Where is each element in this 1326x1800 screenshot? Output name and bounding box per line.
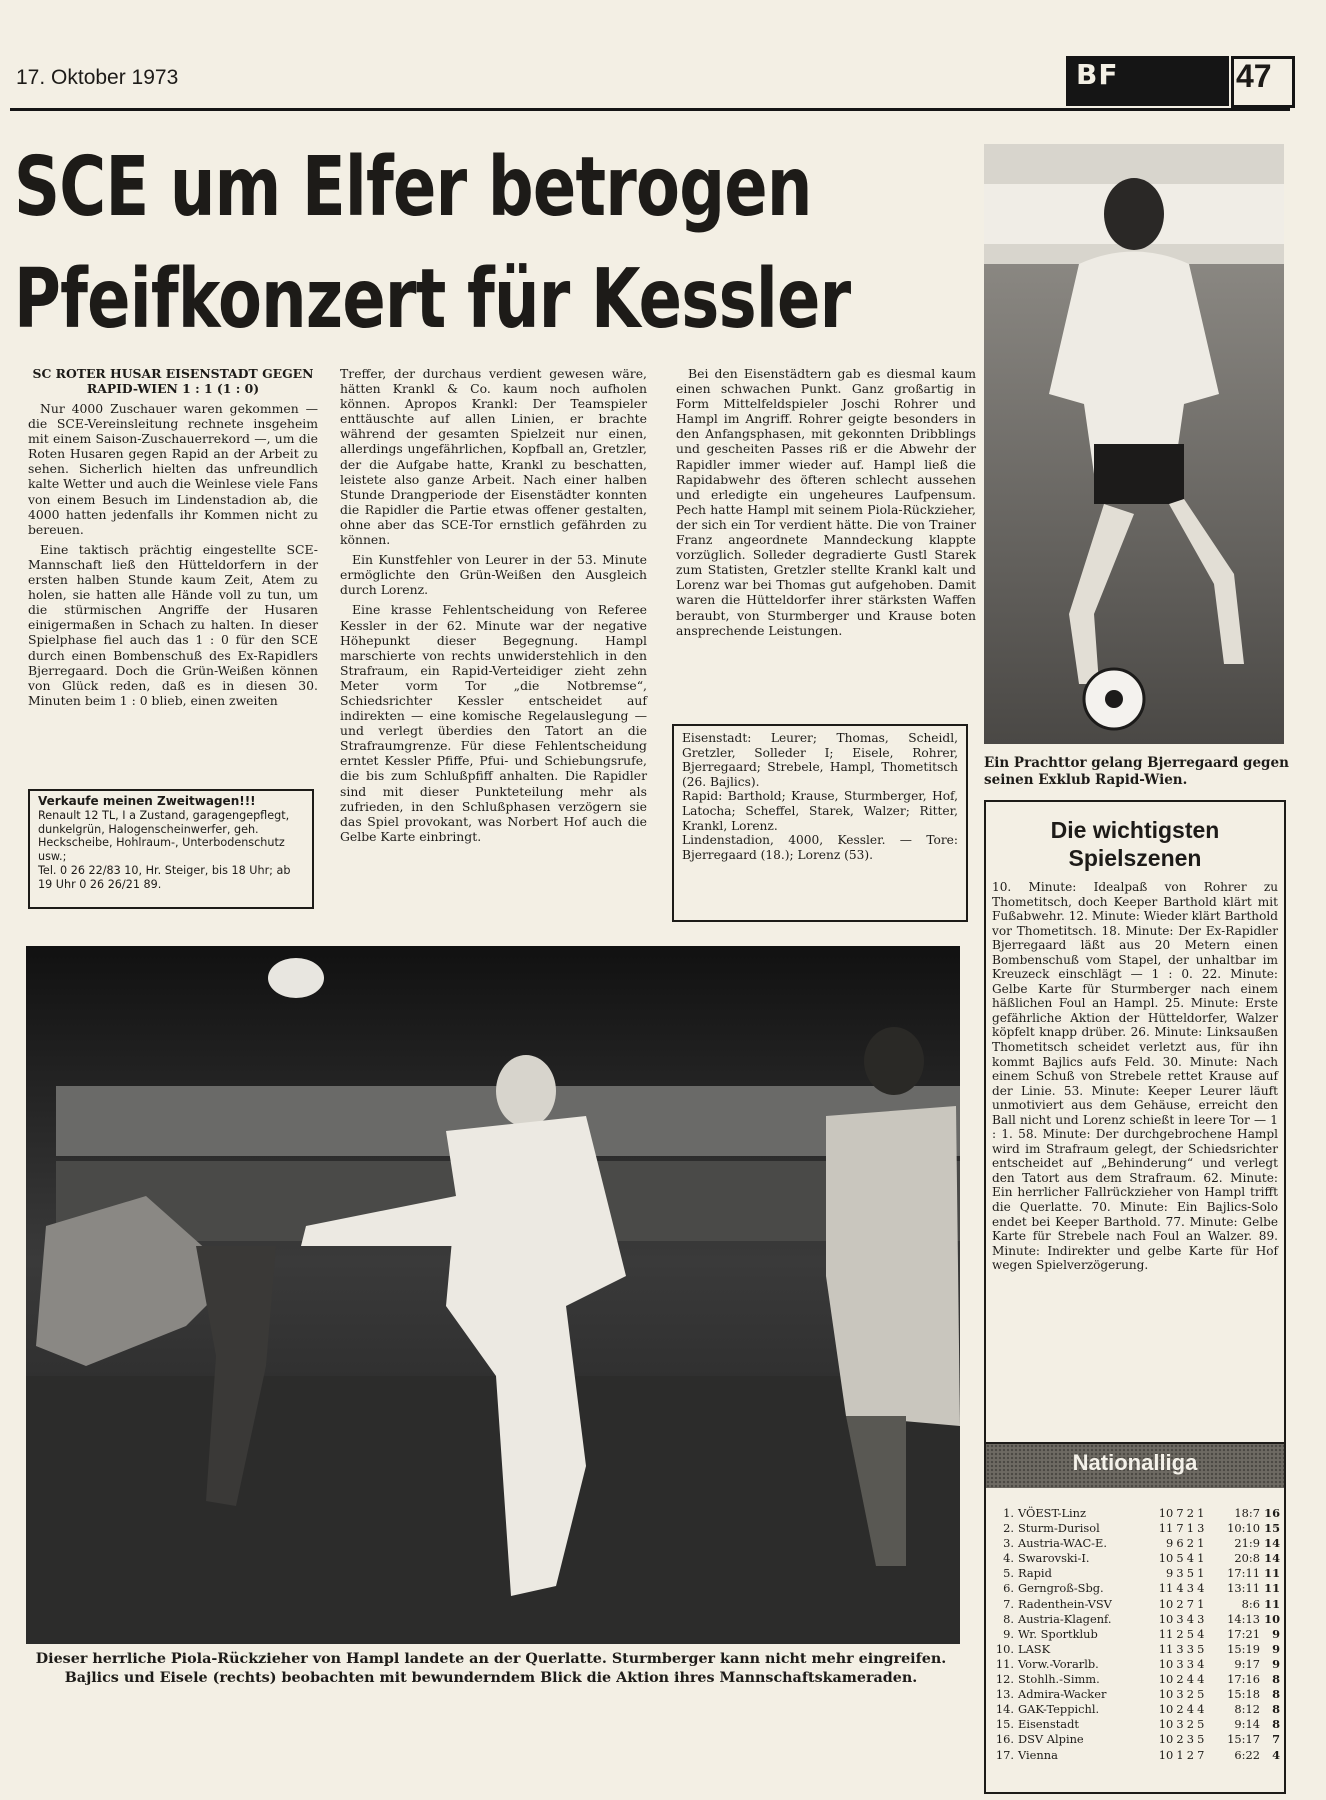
standings-pos: 12. <box>995 1672 1014 1687</box>
standings-pos: 11. <box>995 1656 1014 1671</box>
standings-w: 3 <box>1176 1656 1184 1671</box>
standings-goals: 21:9 <box>1234 1536 1260 1551</box>
headline-line-1: SCE um Elfer betrogen <box>14 140 812 235</box>
standings-pos: 14. <box>995 1702 1014 1717</box>
player-photo <box>984 144 1284 744</box>
standings-goals: 8:6 <box>1241 1596 1260 1611</box>
standings-pts: 7 <box>1272 1732 1280 1747</box>
standings-goals: 17:11 <box>1227 1566 1260 1581</box>
league-title: Nationalliga <box>1072 1450 1198 1475</box>
standings-team: DSV Alpine <box>1018 1732 1084 1747</box>
standings-g: 10 <box>1158 1717 1174 1732</box>
standings-row <box>992 1732 1280 1747</box>
key-scenes-text <box>992 880 1278 1273</box>
standings-w: 3 <box>1176 1687 1184 1702</box>
standings-d: 4 <box>1186 1702 1194 1717</box>
standings-goals: 14:13 <box>1227 1611 1260 1626</box>
standings-pts: 14 <box>1264 1551 1280 1566</box>
standings-pos: 4. <box>1003 1551 1014 1566</box>
standings-pts: 4 <box>1272 1747 1280 1762</box>
standings-row <box>992 1717 1280 1732</box>
standings-d: 4 <box>1186 1551 1194 1566</box>
standings-l: 5 <box>1197 1687 1205 1702</box>
standings-l: 4 <box>1197 1672 1205 1687</box>
standings-pos: 3. <box>1003 1536 1014 1551</box>
standings-g: 11 <box>1158 1581 1174 1596</box>
match-subhead: SC ROTER HUSAR EISENSTADT GEGEN RAPID-WIEN 1 : 1 (1 : 0) <box>32 366 314 396</box>
standings-goals: 13:11 <box>1227 1581 1260 1596</box>
paragraph: Eine taktisch prächtig eingestellte SCE-Mannschaft ließ den Hütteldorfern in der ersten halben Stunde kaum Zeit, Atem zu holen, sie hatten alle Hände voll zu tun, um die stürmischen Angriffe der Husaren einigermaßen in Schach zu halten. In dieser Spielphase fiel auch das 1 : 0 für den SCE durch einen Bombenschuß des Ex-Rapidlers Bjerregaard. Doch die Grün-Weißen können von Glück reden, daß es in diesen 30. Minuten beim 1 : 0 blieb, einen zweiten <box>28 541 318 708</box>
article-column-3 <box>676 366 976 643</box>
standings-g: 9 <box>1165 1566 1174 1581</box>
standings-w: 2 <box>1176 1732 1184 1747</box>
lineup-box <box>672 724 968 922</box>
standings-team: Vienna <box>1018 1747 1058 1762</box>
standings-l: 3 <box>1197 1521 1205 1536</box>
standings-pos: 1. <box>1003 1506 1014 1520</box>
league-table-box <box>984 1442 1286 1794</box>
paragraph: Treffer, der durchaus verdient gewesen wäre, hätten Krankl & Co. kaum noch aufholen können. Apropos Krankl: Der Teamspieler enttäuschte auf allen Linien, er brachte während der gesamten Spielzeit nur einen, allerdings ungefährlichen, Kopfball an, Gretzler, der die Aufgabe hatte, Krankl zu beschatten, leistete also ganze Arbeit. Nach einer halben Stunde Drangperiode der Eisenstädter konnten die Rapidler die Partie etwas offener gestalten, ohne aber das SCE-Tor ernstlich gefährden zu können. <box>340 366 647 548</box>
standings-team: Gerngroß-Sbg. <box>1018 1581 1104 1596</box>
standings-row <box>992 1536 1280 1551</box>
standings-row <box>992 1566 1280 1581</box>
lineup-eisenstadt: Eisenstadt: Leurer; Thomas, Scheidl, Gretzler, Solleder I; Eisele, Rohrer, Bjerregaard; Strebele, Hampl, Thometitsch (26. Bajlics). <box>682 731 958 789</box>
standings-g: 9 <box>1165 1536 1174 1551</box>
standings-pos: 17. <box>995 1747 1014 1762</box>
headline-line-2: Pfeifkonzert für Kessler <box>14 252 851 347</box>
standings-team: Austria-Klagenf. <box>1018 1611 1112 1626</box>
standings-l: 1 <box>1197 1536 1205 1551</box>
standings-pos: 5. <box>1003 1566 1014 1581</box>
classified-ad <box>28 789 314 909</box>
standings-team: Vorw.-Vorarlb. <box>1018 1656 1099 1671</box>
issue-date: 17. Oktober 1973 <box>16 66 179 89</box>
key-scenes-box <box>984 800 1286 1446</box>
standings-g: 10 <box>1158 1687 1174 1702</box>
standings-g: 10 <box>1158 1732 1174 1747</box>
standings-pos: 10. <box>995 1641 1014 1656</box>
standings-pts: 15 <box>1264 1521 1280 1536</box>
article-column-2 <box>340 366 647 849</box>
standings-g: 10 <box>1158 1506 1174 1520</box>
standings-g: 11 <box>1158 1521 1174 1536</box>
standings-l: 7 <box>1197 1747 1205 1762</box>
standings-l: 1 <box>1197 1596 1205 1611</box>
main-photo-caption: Dieser herrliche Piola-Rückzieher von Hampl landete an der Querlatte. Sturmberger kann nicht mehr eingreifen. Bajlics und Eisele (rechts) beobachten mit bewunderndem Blick die Aktion ihres Mannschaftskameraden. <box>35 1651 947 1686</box>
standings-w: 3 <box>1176 1641 1184 1656</box>
standings-pos: 15. <box>995 1717 1014 1732</box>
page-number: 47 <box>1236 58 1272 94</box>
standings-d: 3 <box>1186 1732 1194 1747</box>
standings-pts: 11 <box>1264 1596 1280 1611</box>
standings-goals: 9:14 <box>1234 1717 1260 1732</box>
paragraph: Nur 4000 Zuschauer waren gekommen — die SCE-Vereinsleitung rechnete insgeheim mit einem Saison-Zuschauerrekord —, um die Roten Husaren gegen Rapid an der Arbeit zu sehen. Sicherlich hielten das unfreundlich kalte Wetter und auch die Weinlese viele Fans von einem Besuch im Lindenstadion ab, die 4000 hatten jedenfalls ihr Kommen nicht zu bereuen. <box>28 401 318 537</box>
standings-g: 11 <box>1158 1626 1174 1641</box>
header-rule <box>10 108 1290 111</box>
standings-pts: 9 <box>1272 1626 1280 1641</box>
standings-goals: 20:8 <box>1234 1551 1260 1566</box>
standings-pos: 13. <box>995 1687 1014 1702</box>
standings-goals: 17:16 <box>1227 1672 1260 1687</box>
standings-row <box>992 1551 1280 1566</box>
standings-row <box>992 1612 1280 1627</box>
standings-pts: 14 <box>1264 1536 1280 1551</box>
standings-d: 2 <box>1186 1717 1194 1732</box>
standings-d: 4 <box>1186 1672 1194 1687</box>
standings-g: 10 <box>1158 1702 1174 1717</box>
standings-l: 1 <box>1197 1566 1205 1581</box>
standings-pts: 10 <box>1264 1611 1280 1626</box>
photo-caption: Ein Prachttor gelang Bjerregaard gegen seinen Exklub Rapid-Wien. <box>984 755 1289 788</box>
standings-pts: 16 <box>1264 1506 1280 1520</box>
standings-w: 2 <box>1176 1626 1184 1641</box>
ad-contact: Tel. 0 26 22/83 10, Hr. Steiger, bis 18 Uhr; ab 19 Uhr 0 26 26/21 89. <box>38 863 291 891</box>
key-scenes-title: Die wichtigsten Spielszenen <box>1050 817 1220 871</box>
standings-w: 3 <box>1176 1611 1184 1626</box>
magazine-logo: BF <box>1076 58 1119 91</box>
key-scenes-body: 10. Minute: Idealpaß von Rohrer zu Thometitsch, doch Keeper Barthold klärt mit Fußabwehr. 12. Minute: Wieder klärt Barthold vor Thometitsch. 18. Minute: Der Ex-Rapidler Bjerregaard läßt aus 20 Metern einen Bombenschuß vom Stapel, der unhaltbar im Kreuzeck einschlägt — 1 : 0. 22. Minute: Gelbe Karte für Sturmberger nach einem häßlichen Foul an Hampl. 25. Minute: Erste gefährliche Aktion der Hütteldorfer, Walzer köpfelt knapp drüber. 26. Minute: Linksaußen Thometitsch scheidet verletzt aus, für ihn kommt Bajlics aufs Feld. 30. Minute: Nach einem Schuß von Strebele rettet Krause auf der Linie. 53. Minute: Keeper Leurer läuft unmotiviert aus dem Gehäuse, erreicht den Ball nicht und Lorenz schießt in leere Tor — 1 : 1. 58. Minute: Der durchgebrochene Hampl wird im Strafraum gelegt, der Schiedsrichter entscheidet auf „Behinderung“ und verlegt den Tatort aus dem Strafraum. 62. Minute: Ein herrlicher Fallrückzieher von Hampl trifft die Querlatte. 70. Minute: Ein Bajlics-Solo endet bei Keeper Barthold. 77. Minute: Gelbe Karte für Strebele nach Foul an Walzer. 89. Minute: Indirekter und gelbe Karte für Hof wegen Spielverzögerung. <box>992 880 1278 1273</box>
standings-w: 2 <box>1176 1672 1184 1687</box>
standings-w: 2 <box>1176 1596 1184 1611</box>
standings-pos: 6. <box>1003 1581 1014 1596</box>
standings-d: 3 <box>1186 1581 1194 1596</box>
standings-w: 7 <box>1176 1506 1184 1520</box>
standings-pos: 2. <box>1003 1521 1014 1536</box>
standings-l: 5 <box>1197 1641 1205 1656</box>
standings-l: 4 <box>1197 1656 1205 1671</box>
standings-l: 5 <box>1197 1717 1205 1732</box>
standings-row <box>992 1748 1280 1763</box>
standings-team: Admira-Wacker <box>1018 1687 1107 1702</box>
standings-team: Stohlh.-Simm. <box>1018 1672 1100 1687</box>
ad-body: Renault 12 TL, I a Zustand, garagengepflegt, dunkelgrün, Halogenscheinwerfer, geh. Heckscheibe, Hohlraum-, Unterbodenschutz usw.; <box>38 808 290 864</box>
standings-team: GAK-Teppichl. <box>1018 1702 1100 1717</box>
standings-pts: 11 <box>1264 1581 1280 1596</box>
article-column-1 <box>28 366 318 713</box>
standings-team: Sturm-Durisol <box>1018 1521 1100 1536</box>
standings-goals: 17:21 <box>1227 1626 1260 1641</box>
ad-title: Verkaufe meinen Zweitwagen!!! <box>38 794 256 808</box>
standings-team: VÖEST-Linz <box>1018 1506 1087 1520</box>
standings-l: 1 <box>1197 1506 1205 1520</box>
standings-g: 10 <box>1158 1551 1174 1566</box>
standings-pos: 8. <box>1003 1611 1014 1626</box>
standings-team: Swarovski-I. <box>1018 1551 1090 1566</box>
standings-team: Radenthein-VSV <box>1018 1596 1112 1611</box>
standings-w: 4 <box>1176 1581 1184 1596</box>
standings-row <box>992 1597 1280 1612</box>
standings-w: 3 <box>1176 1566 1184 1581</box>
standings-pts: 8 <box>1272 1687 1280 1702</box>
standings-row <box>992 1521 1280 1536</box>
standings-row <box>992 1581 1280 1596</box>
standings-team: Eisenstadt <box>1018 1717 1079 1732</box>
standings-pts: 8 <box>1272 1717 1280 1732</box>
standings-team: Rapid <box>1018 1566 1052 1581</box>
standings-d: 1 <box>1186 1521 1194 1536</box>
standings-pts: 11 <box>1264 1566 1280 1581</box>
standings-w: 6 <box>1176 1536 1184 1551</box>
standings-d: 3 <box>1186 1641 1194 1656</box>
standings-row <box>992 1657 1280 1672</box>
standings-team: Wr. Sportklub <box>1018 1626 1098 1641</box>
standings-row <box>992 1642 1280 1657</box>
standings-g: 10 <box>1158 1747 1174 1762</box>
paragraph: Ein Kunstfehler von Leurer in der 53. Minute ermöglichte den Grün-Weißen den Ausgleich durch Lorenz. <box>340 552 647 598</box>
standings-pos: 7. <box>1003 1596 1014 1611</box>
standings-w: 7 <box>1176 1521 1184 1536</box>
standings-d: 7 <box>1186 1596 1194 1611</box>
standings-goals: 6:22 <box>1234 1747 1260 1762</box>
standings-g: 10 <box>1158 1672 1174 1687</box>
standings-row <box>992 1627 1280 1642</box>
standings-row <box>992 1672 1280 1687</box>
paragraph: Bei den Eisenstädtern gab es diesmal kaum einen schwachen Punkt. Ganz großartig in Form Mittelfeldspieler Joschi Rohrer und Hampl im Angriff. Rohrer geigte besonders in den Anfangsphasen, mit gekonnten Dribblings und gescheiten Passes riß er die Abwehr der Rapidler immer wieder auf. Hampl ließ die Rapidabwehr des öfteren schlecht aussehen und erledigte ein ungeheures Laufpensum. Pech hatte Hampl mit seinem Piola-Rückzieher, der sich ein Tor verdient hätte. Die von Trainer Franz angeordnete Manndeckung klappte vorzüglich. Solleder degradierte Gustl Starek zum Statisten, Gretzler stellte Krankl kalt und Lorenz war bei Thomas gut aufgehoben. Damit waren die Hütteldorfer ihrer stärksten Waffen beraubt, von Sturmberger und Krause boten ansprechende Leistungen. <box>676 366 976 638</box>
standings-g: 10 <box>1158 1596 1174 1611</box>
standings-pts: 8 <box>1272 1672 1280 1687</box>
standings-l: 4 <box>1197 1581 1205 1596</box>
standings-w: 3 <box>1176 1717 1184 1732</box>
standings-l: 1 <box>1197 1551 1205 1566</box>
standings-pts: 9 <box>1272 1656 1280 1671</box>
match-facts: Lindenstadion, 4000, Kessler. — Tore: Bjerregaard (18.); Lorenz (53). <box>682 833 958 862</box>
standings-goals: 15:19 <box>1227 1641 1260 1656</box>
standings-goals: 15:17 <box>1227 1732 1260 1747</box>
standings-team: Austria-WAC-E. <box>1018 1536 1107 1551</box>
standings-g: 10 <box>1158 1611 1174 1626</box>
league-table <box>992 1506 1280 1763</box>
standings-w: 2 <box>1176 1702 1184 1717</box>
standings-goals: 10:10 <box>1227 1521 1260 1536</box>
standings-w: 1 <box>1176 1747 1184 1762</box>
standings-l: 4 <box>1197 1626 1205 1641</box>
lineup-rapid: Rapid: Barthold; Krause, Sturmberger, Hof, Latocha; Scheffel, Starek, Walzer; Ritter, Krankl, Lorenz. <box>682 789 958 833</box>
standings-row <box>992 1506 1280 1521</box>
standings-d: 4 <box>1186 1611 1194 1626</box>
standings-pos: 9. <box>1003 1626 1014 1641</box>
standings-w: 5 <box>1176 1551 1184 1566</box>
standings-goals: 15:18 <box>1227 1687 1260 1702</box>
standings-pts: 9 <box>1272 1641 1280 1656</box>
standings-d: 2 <box>1186 1536 1194 1551</box>
standings-d: 2 <box>1186 1747 1194 1762</box>
standings-l: 5 <box>1197 1732 1205 1747</box>
standings-goals: 9:17 <box>1234 1656 1260 1671</box>
standings-d: 5 <box>1186 1626 1194 1641</box>
standings-l: 3 <box>1197 1611 1205 1626</box>
standings-g: 10 <box>1158 1656 1174 1671</box>
player-photo-illustration <box>984 144 1284 744</box>
standings-goals: 8:12 <box>1234 1702 1260 1717</box>
standings-pos: 16. <box>995 1732 1014 1747</box>
standings-row <box>992 1702 1280 1717</box>
standings-d: 2 <box>1186 1506 1194 1520</box>
standings-g: 11 <box>1158 1641 1174 1656</box>
standings-d: 2 <box>1186 1687 1194 1702</box>
standings-row <box>992 1687 1280 1702</box>
standings-l: 4 <box>1197 1702 1205 1717</box>
standings-team: LASK <box>1018 1641 1051 1656</box>
standings-pts: 8 <box>1272 1702 1280 1717</box>
paragraph: Eine krasse Fehlentscheidung von Referee Kessler in der 62. Minute war der negative Höhepunkt dieser Begegnung. Hampl marschierte von rechts unwiderstehlich in den Strafraum, ein Rapid-Verteidiger zieht zehn Meter vorm Tor „die Notbremse“, Schiedsrichter Kessler entscheidet auf indirekten — eine komische Regelauslegung — und verlegt überdies den Tatort an die Strafraumgrenze. Für diese Fehlentscheidung erntet Kessler Pfiffe, Pfui- und Schiebungsrufe, die bis zum Schlußpfiff anhalten. Die Rapidler sind mit dieser Punkteteilung mehr als zufrieden, in den Schlußphasen verzögern sie das Spiel provokant, was Norbert Hof auch die Gelbe Karte einbringt. <box>340 602 647 844</box>
match-photo <box>26 946 960 1644</box>
standings-d: 5 <box>1186 1566 1194 1581</box>
standings-goals: 18:7 <box>1234 1506 1260 1520</box>
match-photo-illustration <box>26 946 960 1644</box>
standings-d: 3 <box>1186 1656 1194 1671</box>
